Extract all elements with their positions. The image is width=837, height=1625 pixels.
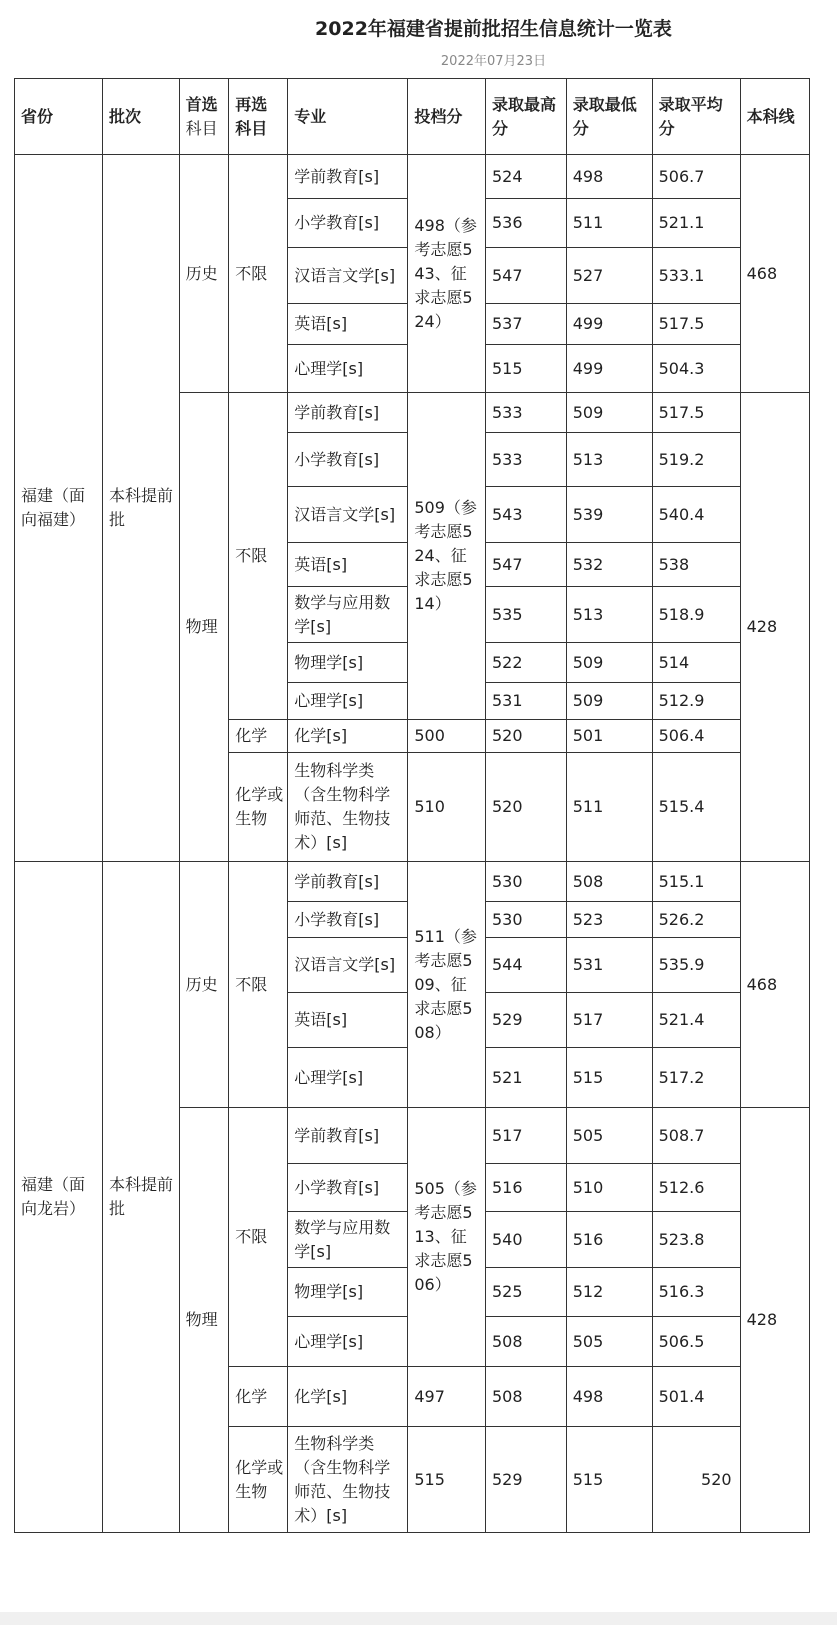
max-score-cell: 517 bbox=[485, 1108, 566, 1164]
avg-score-cell: 535.9 bbox=[652, 938, 740, 993]
max-score-cell: 533 bbox=[485, 433, 566, 487]
avg-score-cell: 508.7 bbox=[652, 1108, 740, 1164]
max-score-cell: 537 bbox=[485, 304, 566, 345]
major-cell: 生物科学类（含生物科学师范、生物技术）[s] bbox=[288, 753, 408, 862]
min-score-cell: 517 bbox=[566, 993, 652, 1048]
major-cell: 小学教育[s] bbox=[288, 433, 408, 487]
batch-cell: 本科提前批 bbox=[102, 862, 179, 1533]
max-score-cell: 520 bbox=[485, 720, 566, 753]
avg-score-cell: 512.6 bbox=[652, 1164, 740, 1212]
min-score-cell: 509 bbox=[566, 683, 652, 720]
min-score-cell: 512 bbox=[566, 1268, 652, 1317]
max-score-cell: 521 bbox=[485, 1048, 566, 1108]
major-cell: 小学教育[s] bbox=[288, 199, 408, 248]
avg-score-cell: 520 bbox=[652, 1427, 740, 1533]
avg-score-cell: 517.2 bbox=[652, 1048, 740, 1108]
max-score-cell: 524 bbox=[485, 155, 566, 199]
admission-table bbox=[14, 78, 810, 1533]
footer-bar bbox=[0, 1612, 837, 1625]
major-cell: 心理学[s] bbox=[288, 683, 408, 720]
first-subject-cell: 物理 bbox=[179, 393, 229, 862]
header-batch: 批次 bbox=[102, 79, 179, 155]
second-subject-cell: 不限 bbox=[229, 155, 288, 393]
major-cell: 学前教育[s] bbox=[288, 393, 408, 433]
avg-score-cell: 515.4 bbox=[652, 753, 740, 862]
province-cell: 福建（面向福建） bbox=[15, 155, 103, 862]
avg-score-cell: 515.1 bbox=[652, 862, 740, 902]
avg-score-cell: 504.3 bbox=[652, 345, 740, 393]
major-cell: 小学教育[s] bbox=[288, 902, 408, 938]
max-score-cell: 533 bbox=[485, 393, 566, 433]
major-cell: 学前教育[s] bbox=[288, 155, 408, 199]
avg-score-cell: 514 bbox=[652, 643, 740, 683]
province-cell: 福建（面向龙岩） bbox=[15, 862, 103, 1533]
max-score-cell: 536 bbox=[485, 199, 566, 248]
min-score-cell: 508 bbox=[566, 862, 652, 902]
header-avg-score: 录取平均分 bbox=[652, 79, 740, 155]
avg-score-cell: 521.4 bbox=[652, 993, 740, 1048]
avg-score-cell: 521.1 bbox=[652, 199, 740, 248]
min-score-cell: 539 bbox=[566, 487, 652, 543]
max-score-cell: 544 bbox=[485, 938, 566, 993]
min-score-cell: 498 bbox=[566, 155, 652, 199]
publish-date: 2022年07月23日 bbox=[440, 54, 547, 69]
major-cell: 生物科学类（含生物科学师范、生物技术）[s] bbox=[288, 1427, 408, 1533]
second-subject-cell: 化学 bbox=[229, 1367, 288, 1427]
first-subject-cell: 历史 bbox=[179, 862, 229, 1108]
major-cell: 汉语言文学[s] bbox=[288, 487, 408, 543]
first-subject-cell: 历史 bbox=[179, 155, 229, 393]
max-score-cell: 530 bbox=[485, 862, 566, 902]
major-cell: 化学[s] bbox=[288, 720, 408, 753]
avg-score-cell: 517.5 bbox=[652, 304, 740, 345]
major-cell: 心理学[s] bbox=[288, 1048, 408, 1108]
major-cell: 英语[s] bbox=[288, 993, 408, 1048]
min-score-cell: 510 bbox=[566, 1164, 652, 1212]
filing-score-cell: 510 bbox=[408, 753, 486, 862]
min-score-cell: 505 bbox=[566, 1108, 652, 1164]
min-score-cell: 499 bbox=[566, 345, 652, 393]
min-score-cell: 511 bbox=[566, 199, 652, 248]
second-subject-cell: 不限 bbox=[229, 393, 288, 720]
max-score-cell: 529 bbox=[485, 993, 566, 1048]
min-score-cell: 511 bbox=[566, 753, 652, 862]
benke-line-cell: 468 bbox=[740, 862, 809, 1108]
avg-score-cell: 506.4 bbox=[652, 720, 740, 753]
benke-line-cell: 468 bbox=[740, 155, 809, 393]
second-subject-cell: 化学 bbox=[229, 720, 288, 753]
min-score-cell: 531 bbox=[566, 938, 652, 993]
avg-score-cell: 518.9 bbox=[652, 587, 740, 643]
min-score-cell: 509 bbox=[566, 643, 652, 683]
header-min-score: 录取最低分 bbox=[566, 79, 652, 155]
avg-score-cell: 516.3 bbox=[652, 1268, 740, 1317]
major-cell: 物理学[s] bbox=[288, 1268, 408, 1317]
major-cell: 学前教育[s] bbox=[288, 862, 408, 902]
header-first-subject bbox=[179, 79, 229, 155]
avg-score-cell: 523.8 bbox=[652, 1212, 740, 1268]
max-score-cell: 547 bbox=[485, 543, 566, 587]
filing-score-cell: 498（参考志愿543、征求志愿524） bbox=[408, 155, 486, 393]
max-score-cell: 547 bbox=[485, 248, 566, 304]
max-score-cell: 522 bbox=[485, 643, 566, 683]
max-score-cell: 543 bbox=[485, 487, 566, 543]
max-score-cell: 529 bbox=[485, 1427, 566, 1533]
header-major: 专业 bbox=[288, 79, 408, 155]
min-score-cell: 515 bbox=[566, 1427, 652, 1533]
header-second-subject bbox=[229, 79, 288, 155]
avg-score-cell: 517.5 bbox=[652, 393, 740, 433]
major-cell: 汉语言文学[s] bbox=[288, 938, 408, 993]
max-score-cell: 535 bbox=[485, 587, 566, 643]
max-score-cell: 516 bbox=[485, 1164, 566, 1212]
filing-score-cell: 505（参考志愿513、征求志愿506） bbox=[408, 1108, 486, 1367]
major-cell: 汉语言文学[s] bbox=[288, 248, 408, 304]
max-score-cell: 525 bbox=[485, 1268, 566, 1317]
major-cell: 物理学[s] bbox=[288, 643, 408, 683]
min-score-cell: 501 bbox=[566, 720, 652, 753]
max-score-cell: 531 bbox=[485, 683, 566, 720]
filing-score-cell: 500 bbox=[408, 720, 486, 753]
major-cell: 学前教育[s] bbox=[288, 1108, 408, 1164]
major-cell: 数学与应用数学[s] bbox=[288, 587, 408, 643]
min-score-cell: 527 bbox=[566, 248, 652, 304]
major-cell: 小学教育[s] bbox=[288, 1164, 408, 1212]
min-score-cell: 523 bbox=[566, 902, 652, 938]
header-second-subject-a: 再选 bbox=[235, 94, 268, 114]
avg-score-cell: 501.4 bbox=[652, 1367, 740, 1427]
header-first-subject-b: 科目 bbox=[185, 118, 218, 138]
second-subject-cell: 化学或生物 bbox=[229, 1427, 288, 1533]
table-body bbox=[15, 155, 810, 1533]
min-score-cell: 532 bbox=[566, 543, 652, 587]
avg-score-cell: 506.5 bbox=[652, 1317, 740, 1367]
min-score-cell: 515 bbox=[566, 1048, 652, 1108]
min-score-cell: 505 bbox=[566, 1317, 652, 1367]
avg-score-cell: 540.4 bbox=[652, 487, 740, 543]
table-row bbox=[15, 155, 810, 199]
min-score-cell: 516 bbox=[566, 1212, 652, 1268]
batch-cell: 本科提前批 bbox=[102, 155, 179, 862]
major-cell: 心理学[s] bbox=[288, 345, 408, 393]
header-row bbox=[15, 79, 810, 155]
min-score-cell: 499 bbox=[566, 304, 652, 345]
avg-score-cell: 519.2 bbox=[652, 433, 740, 487]
header-second-subject-b: 科目 bbox=[235, 118, 268, 138]
max-score-cell: 508 bbox=[485, 1367, 566, 1427]
second-subject-cell: 化学或生物 bbox=[229, 753, 288, 862]
second-subject-cell: 不限 bbox=[229, 1108, 288, 1367]
max-score-cell: 520 bbox=[485, 753, 566, 862]
benke-line-cell: 428 bbox=[740, 1108, 809, 1533]
major-cell: 数学与应用数学[s] bbox=[288, 1212, 408, 1268]
header-benke-line: 本科线 bbox=[740, 79, 809, 155]
min-score-cell: 498 bbox=[566, 1367, 652, 1427]
filing-score-cell: 511（参考志愿509、征求志愿508） bbox=[408, 862, 486, 1108]
max-score-cell: 508 bbox=[485, 1317, 566, 1367]
major-cell: 心理学[s] bbox=[288, 1317, 408, 1367]
benke-line-cell: 428 bbox=[740, 393, 809, 862]
filing-score-cell: 515 bbox=[408, 1427, 486, 1533]
major-cell: 化学[s] bbox=[288, 1367, 408, 1427]
min-score-cell: 513 bbox=[566, 433, 652, 487]
major-cell: 英语[s] bbox=[288, 543, 408, 587]
first-subject-cell: 物理 bbox=[179, 1108, 229, 1533]
avg-score-cell: 526.2 bbox=[652, 902, 740, 938]
filing-score-cell: 497 bbox=[408, 1367, 486, 1427]
max-score-cell: 530 bbox=[485, 902, 566, 938]
table-row bbox=[15, 862, 810, 902]
filing-score-cell: 509（参考志愿524、征求志愿514） bbox=[408, 393, 486, 720]
avg-score-cell: 512.9 bbox=[652, 683, 740, 720]
header-first-subject-a: 首选 bbox=[185, 94, 218, 114]
max-score-cell: 515 bbox=[485, 345, 566, 393]
min-score-cell: 513 bbox=[566, 587, 652, 643]
avg-score-cell: 538 bbox=[652, 543, 740, 587]
header-max-score: 录取最高分 bbox=[485, 79, 566, 155]
header-filing-score: 投档分 bbox=[408, 79, 486, 155]
avg-score-cell: 506.7 bbox=[652, 155, 740, 199]
min-score-cell: 509 bbox=[566, 393, 652, 433]
major-cell: 英语[s] bbox=[288, 304, 408, 345]
second-subject-cell: 不限 bbox=[229, 862, 288, 1108]
max-score-cell: 540 bbox=[485, 1212, 566, 1268]
avg-score-cell: 533.1 bbox=[652, 248, 740, 304]
page-title: 2022年福建省提前批招生信息统计一览表 bbox=[315, 18, 672, 40]
header-province: 省份 bbox=[15, 79, 103, 155]
